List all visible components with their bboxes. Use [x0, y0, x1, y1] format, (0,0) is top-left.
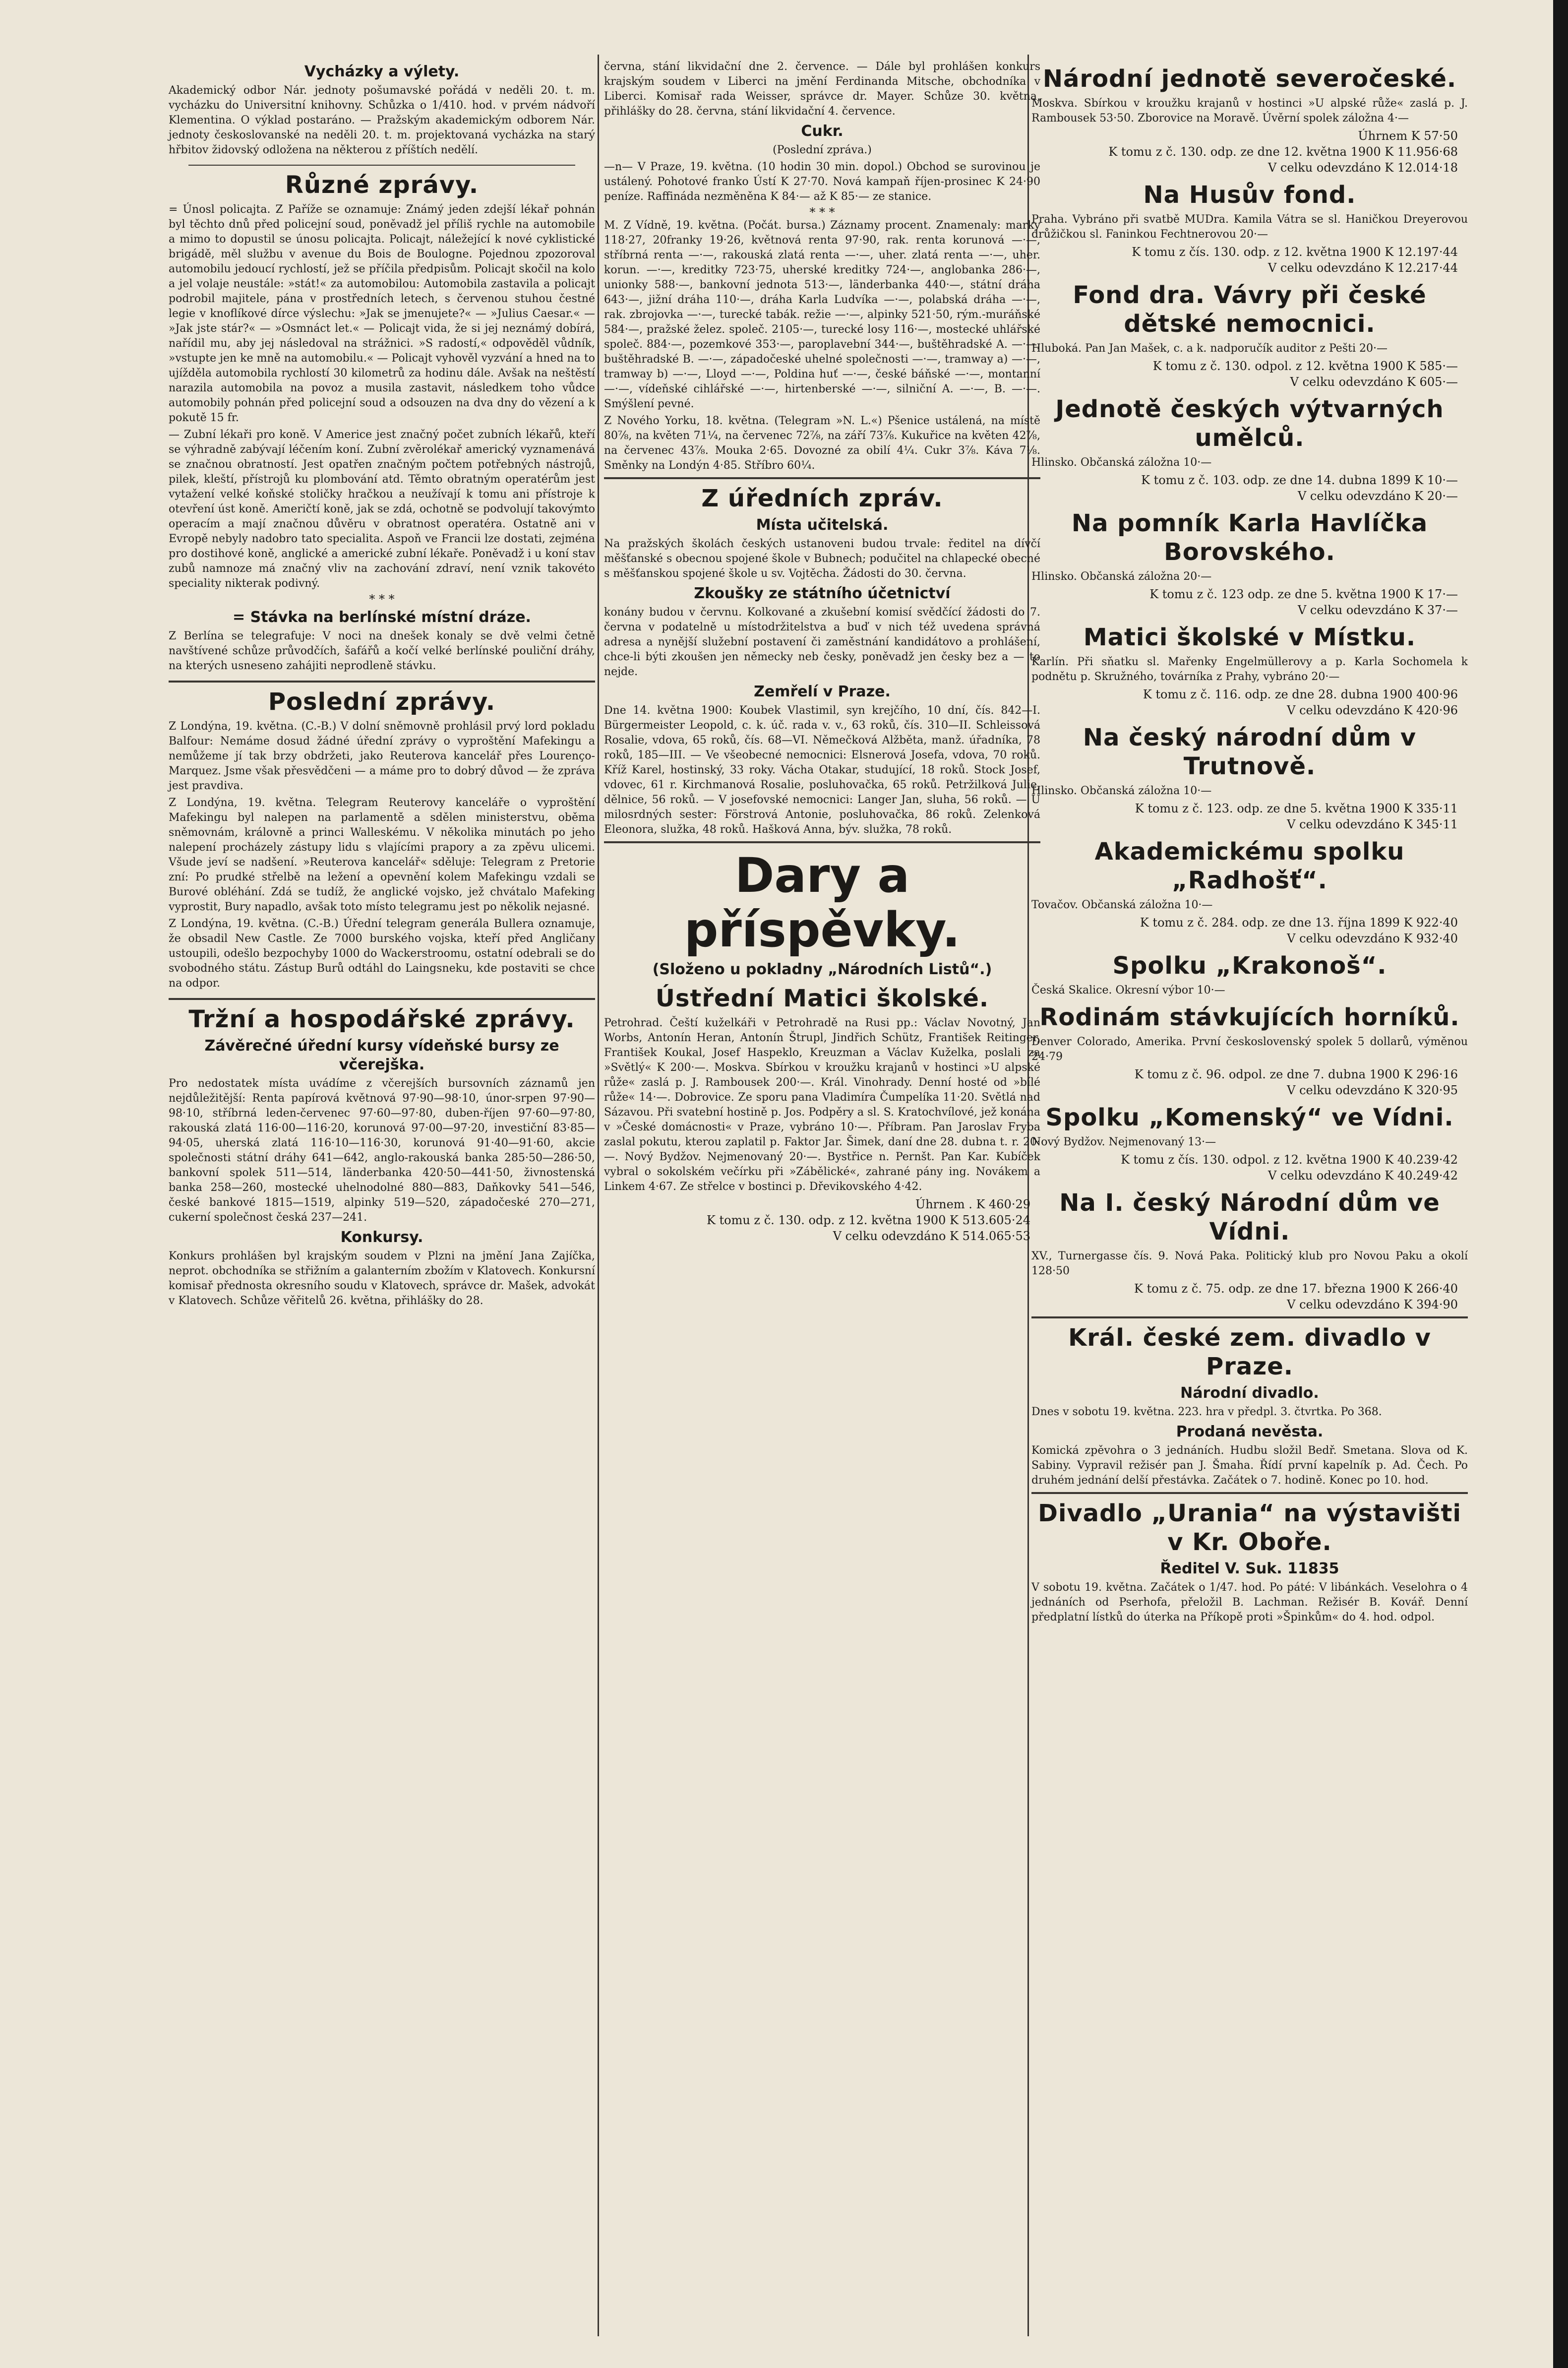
- scan-edge: [1553, 0, 1568, 2368]
- headline: Jednotě českých výtvarných umělců.: [1055, 395, 1444, 452]
- total-line: V celku odevzdáno K 37·—: [1297, 603, 1458, 617]
- subheadline: Místa učitelská.: [756, 516, 889, 534]
- article-text: — Zubní lékaři pro koně. V Americe jest značný počet zubních lékařů, kteří se výhradně zabývají léčením koní. Zubní zvěrolékař americký vyznamenává se značnou obratností. Jest opatřen značným počtem potřebných nástrojů, pilek, kleští, přístrojů ku plombování atd. Těmto obratným operatérům jest vytažení velké koňské stoličky hračkou a neužívají k tomu ani přístroje k otevření úst koně. Američtí koně, jak se zdá, ochotně se podvolují takovýmto operacím a mají značnou důvěru v obratnost operatéra. Ostatně ani v Evropě nebyly nadobro tato specialita. Aspoň ve Francii lze dostati, zejména pro dostihové koně, anglické a americké zubní lékaře. Poněvadž i u koní stav zubů namnoze má značný vliv na zachování zdraví, není vznik takovéto speciality nikterak podivný.: [169, 429, 595, 590]
- headline: Tržní a hospodářské zprávy.: [188, 1005, 575, 1033]
- total-line: K tomu z č. 130. odpol. z 12. května 1900 K 585·—: [1152, 359, 1458, 373]
- divider: [169, 998, 595, 1000]
- subheadline: Ředitel V. Suk. 11835: [1160, 1560, 1339, 1577]
- article-text: Česká Skalice. Okresní výbor 10·—: [1031, 984, 1225, 997]
- article-text: Dnes v sobotu 19. května. 223. hra v předpl. 3. čtvrtka. Po 368.: [1031, 1406, 1382, 1418]
- total-line: Úhrnem K 57·50: [1358, 129, 1458, 143]
- subheadline: Zkoušky ze státního účetnictví: [694, 585, 951, 602]
- subheadline: Zemřelí v Praze.: [754, 683, 891, 700]
- total-line: V celku odevzdáno K 345·11: [1287, 817, 1458, 831]
- total-line: V celku odevzdáno K 12.014·18: [1267, 161, 1458, 175]
- separator-stars: * * *: [369, 592, 395, 606]
- headline: Národní jednotě severočeské.: [1042, 65, 1457, 93]
- article-text: Akademický odbor Nár. jednoty pošumavské pořádá v neděli 20. t. m. vycházku do Universitní knihovny. Schůzka o 1/410. hod. v prvém nádvoří Klementina. O výklad postaráno. — Pražským akademickým odborem Nár. jednoty českoslovanské na neděli 20. t. m. projektovaná vycházka na starý hřbitov židovský odložena na některou z příštích nedělí.: [169, 84, 595, 156]
- headline: Divadlo „Urania“ na výstavišti v Kr. Oboře.: [1038, 1499, 1461, 1556]
- article-text: Z Berlína se telegrafuje: V noci na dnešek konaly se dvě velmi četně navštívené schůze průvodčích, šafářů a kočí velké berlínské pouliční dráhy, na kterých usneseno zahájiti neprodleně stávku.: [169, 630, 595, 672]
- article-text: června, stání likvidační dne 2. července. — Dále byl prohlášen konkurs krajským soudem v Liberci na jmění Ferdinanda Mitsche, obchodníka v Liberci. Komisař rada Weisser, správce dr. Mayer. Schůze 30. května, přihlášky do 28. června, stání likvidační 4. července.: [604, 61, 1040, 118]
- article-posledni: [169, 687, 595, 991]
- total-line: V celku odevzdáno K 12.217·44: [1267, 261, 1458, 275]
- headline: Na I. český Národní dům ve Vídni.: [1059, 1189, 1440, 1246]
- headline: Rodinám stávkujících horníků.: [1039, 1003, 1460, 1031]
- article-text: Z Londýna, 19. května. (C.-B.) Úřední telegram generála Bullera oznamuje, že obsadil New Castle. Ze 7000 burského vojska, kteří před Angličany ustoupili, odešlo bezpochyby 1000 do Wackerstroomu, ostatní odebrali se do svobodného státu. Zástup Burů odtáhl do Laingsneku, kde postaviti se chce na odpor.: [169, 918, 595, 990]
- headline: Poslední zprávy.: [268, 688, 496, 716]
- article-text: M. Z Vídně, 19. května. (Počát. bursa.) Záznamy procent. Znamenaly: marky 118·27, 20franky 19·26, květnová renta 97·90, rak. renta korunová —·—, stříbrná renta —·—, rakouská zlatá renta —·—, uher. zlatá renta —·—, uher. korun. —·—, kreditky 723·75, uherské kreditky 724·—, anglobanka 286·—, unionky 588·—, bankovní jednota 513·—, länderbanka 440·—, státní dráha 643·—, jižní dráha 110·—, dráha Karla Ludvíka —·—, polabská dráha —·—, rak. zbrojovka —·—, turecké tabák. režie —·—, alpinky 521·50, rým.-muráňské 584·—, pražské želez. společ. 2105·—, turecké losy 116·—, mostecké uhlářské společ. 884·—, pozemkové 353·—, paroplavební 344·—, buštěhradské A. —·—, buštěhradské B. —·—, západočeské uhelné společnosti —·—, tramway a) —·—, tramway b) —·—, Lloyd —·—, Poldina huť —·—, české báňské —·—, montanní —·—, vídeňské cihlářské —·—, hirtenberské —·—, silniční A. —·—, B. —·—. Smýšlení pevné.: [604, 219, 1040, 410]
- article-text: Z Londýna, 19. května. (C.-B.) V dolní sněmovně prohlásil prvý lord pokladu Balfour: Nemáme dosud žádné úřední zprávy o vyproštění Mafekingu a nemůžeme jí tak brzy obdržeti, jako Reuterova kancelář přes Lourenço-Marquez. Jsme však přesvědčeni — a máme pro to dobrý důvod — že zpráva jest pravdiva.: [169, 720, 595, 792]
- article-text: = Únosl policajta. Z Paříže se oznamuje: Známý jeden zdejší lékař pohnán byl těchto dnů před policejní soud, poněvadž jel příliš rychle na automobile a mimo to dopustil se únosu policajta. Policajt, náležející k nové cyklistické brigádě, měl službu v avenue du Bois de Boulogne. Pojednou zpozoroval automobilu jedoucí rychlostí, jež se příčila předpisům. Policajt skočil na kolo a jel volaje neustále: »stát!« za automobilou: Automobila zastavila a policajt podrobil majitele, pána v prostředních letech, s červenou stuhou čestné legie v knoflíkové dírce výslechu: »Jak se jmenujete?« — »Julius Caesar.« — »Jak jste stár?« — »Osmnáct let.« — Policajt vida, že si jej neznámý dobírá, nařídil mu, aby jej následoval na strážnici. »S radostí,« odpověděl vůdník, »vstupte jen ke mně na automobilu.« — Policajt vyhověl vyzvání a hned na to ujížděla automobila rychlostí 30 kilometrů za hodinu dále. Avšak na neštěstí narazila automobila na povoz a musila zastavit, následkem toho vůdce automobily pohnán před policejní soud a odsouzen na dva dny do vězení a k pokutě 15 fr.: [169, 203, 595, 424]
- headline: Různé zprávy.: [285, 171, 479, 199]
- article-text: Praha. Vybráno při svatbě MUDra. Kamila Vátra se sl. Haničkou Dreyerovou drůžičkou sl. Faninkou Fechtnerovou 20·—: [1031, 213, 1468, 241]
- total-line: V celku odevzdáno K 932·40: [1287, 932, 1458, 945]
- divider: [169, 681, 595, 683]
- headline: Vycházky a výlety.: [304, 63, 460, 80]
- total-line: K tomu z č. 123. odp. ze dne 5. května 1900 K 335·11: [1135, 802, 1458, 815]
- article-text: Konkurs prohlášen byl krajským soudem v Plzni na jmění Jana Zajíčka, neprot. obchodníka se střižním a galanterním zbožím v Klatovech. Konkursní komisař přednosta okresního soudu v Klatovech, správce dr. Mašek, advokát v Klatovech. Schůze věřitelů 26. května, přihlášky do 28.: [169, 1250, 595, 1307]
- divider: [188, 165, 575, 166]
- article-text: Hlinsko. Občanská záložna 20·—: [1031, 570, 1212, 583]
- divider: [1031, 1492, 1468, 1494]
- article-text: Tovačov. Občanská záložna 10·—: [1031, 899, 1213, 911]
- column-rule: [598, 55, 599, 2336]
- article-text: —n— V Praze, 19. května. (10 hodin 30 min. dopol.) Obchod se surovinou je ustálený. Pohotové franko Ústí K 27·70. Nová kampaň říjen-prosinec K 24·90 peníze. Raffináda nezměněna K 84·— až K 85·— ze stanice.: [604, 161, 1040, 203]
- subheadline: Národní divadlo.: [1180, 1384, 1319, 1402]
- total-line: K tomu z čís. 130. odpol. z 12. května 1900 K 40.239·42: [1121, 1153, 1458, 1167]
- total-line: K tomu z č. 75. odp. ze dne 17. března 1900 K 266·40: [1134, 1282, 1458, 1296]
- headline: Na český národní dům v Trutnově.: [1083, 724, 1417, 780]
- article-text: Z Londýna, 19. května. Telegram Reuterovy kanceláře o vyproštění Mafekingu byl nalepen na parlamentě a sdělen ministerstvu, oběma sněmovnám, královně a princi Walleskému. V několika minutách po jeho nalepení procházely zástupy lidu s vlajícími prapory a za zpěvu ulicemi. Všude jeví se nadšení. »Reuterova kancelář« sděluje: Telegram z Pretorie zní: Po prudké střelbě na ležení a opevnění kolem Mafekingu vzdali se Burové obléhání. Zdá se tudíž, že anglické vojsko, jež chvátalo Mafeking vyprostit, Bury napadlo, avšak toto místo telegramu jest po několik nejasné.: [169, 797, 595, 913]
- divider: [1031, 1316, 1468, 1318]
- article-text: Na pražských školách českých ustanoveni budou trvale: ředitel na dívčí měšťanské s obecnou spojené škole v Bubnech; podučitel na chlapecké obecné s měšťanskou spojené škole u sv. Vojtěcha. Žádosti do 30. června.: [604, 538, 1040, 580]
- article-text: Hlinsko. Občanská záložna 10·—: [1031, 456, 1212, 469]
- total-line: V celku odevzdáno K 40.249·42: [1267, 1169, 1458, 1183]
- article-ruzne: [169, 171, 595, 674]
- column-middle: [604, 60, 1040, 1244]
- article-text: Z Nového Yorku, 18. května. (Telegram »N. L.«) Pšenice ustálená, na místě 80⅞, na květen 71¼, na červenec 72⅞, na září 73⅞. Kukuřice na květen 42⅞, na červenec 43⅞. Mouka 2·65. Dovozné za obilí 4¼. Cukr 3⅞. Káva 7⅛. Směnky na Londýn 4·85. Stříbro 60¼.: [604, 415, 1040, 472]
- article-text: XV., Turnergasse čís. 9. Nová Paka. Politický klub pro Novou Paku a okolí 128·50: [1031, 1250, 1468, 1277]
- article-vychazky: [169, 62, 595, 158]
- total-line: V celku odevzdáno K 20·—: [1297, 489, 1458, 503]
- subheadline: Závěrečné úřední kursy vídeňské bursy ze včerejška.: [204, 1037, 559, 1073]
- subheadline: (Poslední zpráva.): [773, 144, 872, 156]
- headline: Ústřední Matici školské.: [655, 985, 989, 1012]
- headline: Spolku „Krakonoš“.: [1112, 952, 1387, 980]
- subheadline: Prodaná nevěsta.: [1176, 1423, 1324, 1440]
- headline: Na pomník Karla Havlíčka Borovského.: [1071, 509, 1428, 566]
- total-line: K tomu z č. 123 odp. ze dne 5. května 1900 K 17·—: [1149, 587, 1458, 601]
- total-line: V celku odevzdáno K 514.065·53: [833, 1229, 1030, 1243]
- headline-dary: Dary a příspěvky.: [684, 848, 961, 958]
- headline: Cukr.: [801, 123, 844, 140]
- headline: Fond dra. Vávry při české dětské nemocnici.: [1073, 281, 1427, 338]
- divider: [604, 477, 1040, 479]
- total-line: K tomu z čís. 130. odp. z 12. května 1900 K 12.197·44: [1132, 245, 1458, 259]
- article-text: Hlinsko. Občanská záložna 10·—: [1031, 785, 1212, 797]
- total-line: V celku odevzdáno K 605·—: [1290, 375, 1458, 389]
- headline: Král. české zem. divadlo v Praze.: [1068, 1324, 1431, 1380]
- subheadline: Konkursy.: [340, 1229, 423, 1246]
- article-trzni: [169, 1005, 595, 1309]
- total-line: K tomu z č. 284. odp. ze dne 13. října 1899 K 922·40: [1140, 916, 1458, 930]
- article-text: Komická zpěvohra o 3 jednáních. Hudbu složil Bedř. Smetana. Slova od K. Sabiny. Vypravil režisér pan J. Šmaha. Řídí první kapelník p. Ad. Čech. Po druhém jednání delší přestávka. Začátek o 7. hodině. Konec po 10. hod.: [1031, 1444, 1468, 1487]
- column-left: [169, 60, 595, 1315]
- total-line: K tomu z č. 103. odp. ze dne 14. dubna 1899 K 10·—: [1141, 473, 1458, 487]
- total-line: K tomu z č. 130. odp. ze dne 12. května 1900 K 11.956·68: [1108, 145, 1458, 159]
- article-text: Dne 14. května 1900: Koubek Vlastimil, syn krejčího, 10 dní, čís. 842—I. Bürgermeister Leopold, c. k. úč. rada v. v., 63 roků, čís. 310—II. Schleissová Rosalie, vdova, 65 roků, čís. 68—VI. Němečková Alžběta, manž. úřadníka, 78 roků, 185—III. — Ve všeobecné nemocnici: Elsnerová Josefa, vdova, 70 roků. Kříž Karel, hostinský, 33 roky. Vácha Otakar, studující, 18 roků. Stock Josef, vdovec, 61 r. Kirchmanová Rosalie, posluhovačka, 65 roků. Petržilková Julie, dělnice, 56 roků. — V josefovské nemocnici: Langer Jan, sluha, 56 roků. — U milosrdných sester: Förstrová Antonie, posluhovačka, 86 roků. Zelenková Eleonora, služka, 48 roků. Hašková Anna, býv. služka, 78 roků.: [604, 704, 1040, 836]
- article-text: Pro nedostatek místa uvádíme z včerejších bursovních záznamů jen nejdůležitější: Renta papírová květnová 97·90—98·10, únor-srpen 97·90—98·10, stříbrná leden-červenec 97·60—97·80, duben-říjen 97·60—97·80, rakouská zlatá 116·00—116·20, korunová 97·00—97·20, investiční 83·85—94·05, uherská zlatá 116·10—116·30, korunová 91·40—91·60, akcie společnosti státní dráhy 641—642, anglo-rakouská banka 285·50—286·50, bankovní spolek 511—514, länderbanka 420·50—441·50, živnostenská banka 258—260, mostecké uhelnodolné 880—883, Daňkovky 541—546, české bankové 1815—1519, alpinky 519—520, západočeské 270—271, cukerní společnost česká 237—241.: [169, 1077, 595, 1224]
- headline: Z úředních zpráv.: [701, 485, 943, 512]
- total-line: K tomu z č. 96. odpol. ze dne 7. dubna 1900 K 296·16: [1134, 1067, 1458, 1081]
- column-right: [1031, 60, 1468, 1627]
- total-line: Úhrnem . K 460·29: [915, 1197, 1030, 1211]
- article-text: Nový Bydžov. Nejmenovaný 13·—: [1031, 1136, 1216, 1148]
- total-line: V celku odevzdáno K 320·95: [1287, 1083, 1458, 1097]
- total-line: K tomu z č. 130. odp. z 12. května 1900 K 513.605·24: [706, 1213, 1030, 1227]
- headline: Spolku „Komenský“ ve Vídni.: [1045, 1104, 1454, 1131]
- headline: Na Husův fond.: [1143, 181, 1356, 209]
- headline: Matici školské v Místku.: [1083, 623, 1416, 651]
- article-text: konány budou v červnu. Kolkované a zkušební komisí svědčící žádosti do 7. června v podatelně u místodržitelstva a buď v nich též uvedena správná adresa a nynější služební postavení či zaměstnání kandidátovo a prohlášení, chce-li býti zkoušen jen německy neb česky, poněvadž jen česky bez a — to nejde.: [604, 606, 1040, 678]
- total-line: K tomu z č. 116. odp. ze dne 28. dubna 1900 400·96: [1143, 687, 1458, 701]
- article-text: Petrohrad. Čeští kuželkáři v Petrohradě na Rusi pp.: Václav Novotný, Jan Worbs, Antonín Heran, Antonín Štrupl, Jindřich Schütz, František Reitinger, František Koukal, Josef Haspeklo, Kreuzman a Václav Kuželka, poslali za »Světlý« K 200·—. Moskva. Sbírkou v kroužku krajanů v hostinci »U alpské růže« zaslá p. J. Rambousek 200·—. Král. Vinohrady. Denní hosté od »bílé růže« 14·—. Dobrovice. Ze sporu pana Vladimíra Čumpelíka 11·20. Světlá nad Sázavou. Při svatební hostině p. Jos. Podpěry a sl. S. Kratochvílové, jež konána v »České domácnosti« v Praze, vybráno 10·—. Příbram. Pan Jaroslav Fryba zaslal pokutu, kterou zaplatil p. Faktor Jar. Šimek, daní dne 28. dubna t. r. 20·—. Nový Bydžov. Nejmenovaný 20·—. Bystřice n. Pernšt. Pan Kar. Kubíček vybral o sokolském večírku při »Zábělické«, zahrané pány ing. Novákem a Linkem 4·67. Ze střelce v bostinci p. Dřevikovského 4·42.: [604, 1017, 1040, 1193]
- subheadline: (Složeno u pokladny „Národních Listů“.): [652, 961, 992, 978]
- article-text: Karlín. Při sňatku sl. Mařenky Engelmüllerovy a p. Karla Sochomela k podnětu p. Skružného, továrníka z Prahy, vybráno 20·—: [1031, 656, 1468, 683]
- subheadline: = Stávka na berlínské místní dráze.: [233, 609, 531, 626]
- total-line: V celku odevzdáno K 394·90: [1287, 1298, 1458, 1311]
- article-text: V sobotu 19. května. Začátek o 1/47. hod. Po páté: V libánkách. Veselohra o 4 jednáních od Pserhofa, přeložil B. Lachman. Režisér B. Kovář. Denní předplatní lístků do úterka na Příkopě proti »Špinkům« do 4. hod. odpol.: [1031, 1581, 1468, 1623]
- separator-stars: * * *: [809, 205, 835, 219]
- divider: [604, 841, 1040, 843]
- article-text: Denver Colorado, Amerika. První československý spolek 5 dollarů, výměnou 24·79: [1031, 1036, 1468, 1063]
- article-text: Moskva. Sbírkou v kroužku krajanů v hostinci »U alpské růže« zaslá p. J. Rambousek 53·50. Zborovice na Moravě. Úvěrní spolek záložna 4·—: [1031, 97, 1468, 125]
- total-line: V celku odevzdáno K 420·96: [1287, 703, 1458, 717]
- article-text: Hluboká. Pan Jan Mašek, c. a k. nadporučík auditor z Pešti 20·—: [1031, 342, 1387, 355]
- headline: Akademickému spolku „Radhošť“.: [1094, 838, 1405, 894]
